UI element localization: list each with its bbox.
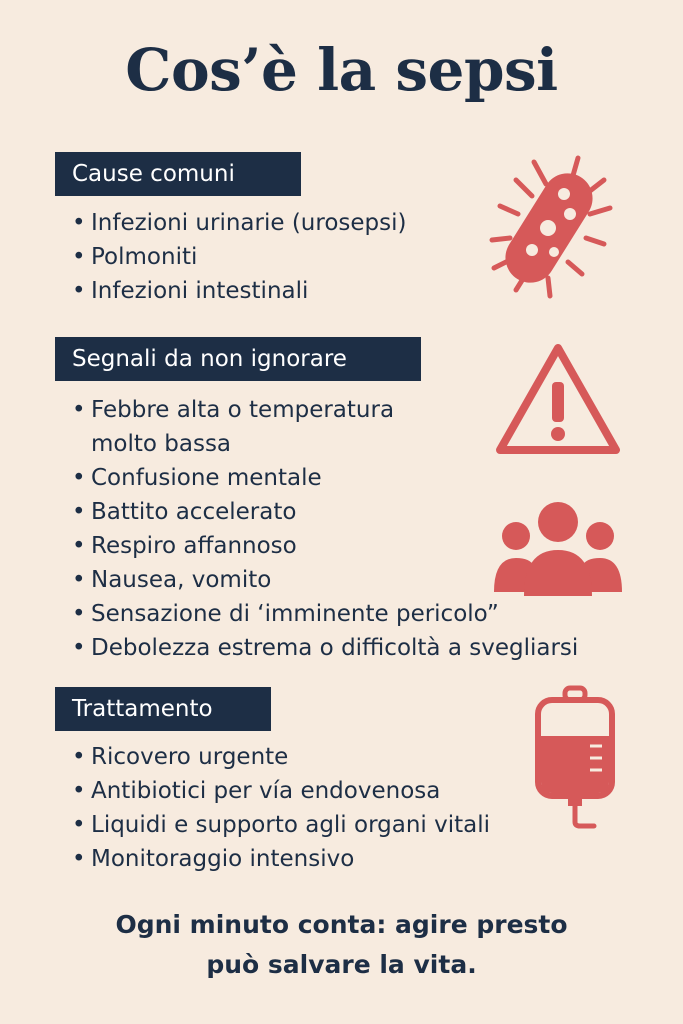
list-item: • Ricovero urgente <box>72 744 289 770</box>
list-item: • Respiro affannoso <box>72 533 297 559</box>
list-item: • Antibiotici per vía endovenosa <box>72 778 441 804</box>
footer-line-2: può salvare la vita. <box>206 950 477 979</box>
warning-triangle-icon <box>492 340 624 460</box>
section-header-signals: Segnali da non ignorare <box>55 337 421 381</box>
page-title: Cos’è la sepsi <box>125 36 558 104</box>
list-item: • Liquidi e supporto agli organi vitali <box>72 812 490 838</box>
list-item: • Infezioni urinarie (urosepsi) <box>72 210 407 236</box>
footer-line-1: Ogni minuto conta: agire presto <box>115 910 568 939</box>
iv-bag-icon <box>530 684 620 832</box>
list-item: • Polmoniti <box>72 244 198 270</box>
list-item: • Nausea, vomito <box>72 567 272 593</box>
list-item: • Confusione mentale <box>72 465 322 491</box>
bacterium-icon <box>486 150 614 302</box>
footer-message <box>0 905 683 985</box>
causes-list <box>72 206 406 308</box>
list-item: • Febbre alta o temperatura molto bassa <box>72 397 395 457</box>
treatment-list <box>72 740 490 876</box>
section-header-causes: Cause comuni <box>55 152 301 196</box>
list-item: • Infezioni intestinali <box>72 278 309 304</box>
section-header-treatment: Trattamento <box>55 687 271 731</box>
list-item: • Battito accelerato <box>72 499 297 525</box>
people-group-icon <box>490 500 626 600</box>
list-item: • Sensazione di ‘imminente pericolo” <box>72 601 499 627</box>
list-item: • Debolezza estrema o difficoltà a svegliarsi <box>72 635 579 661</box>
list-item: • Monitoraggio intensivo <box>72 846 355 872</box>
